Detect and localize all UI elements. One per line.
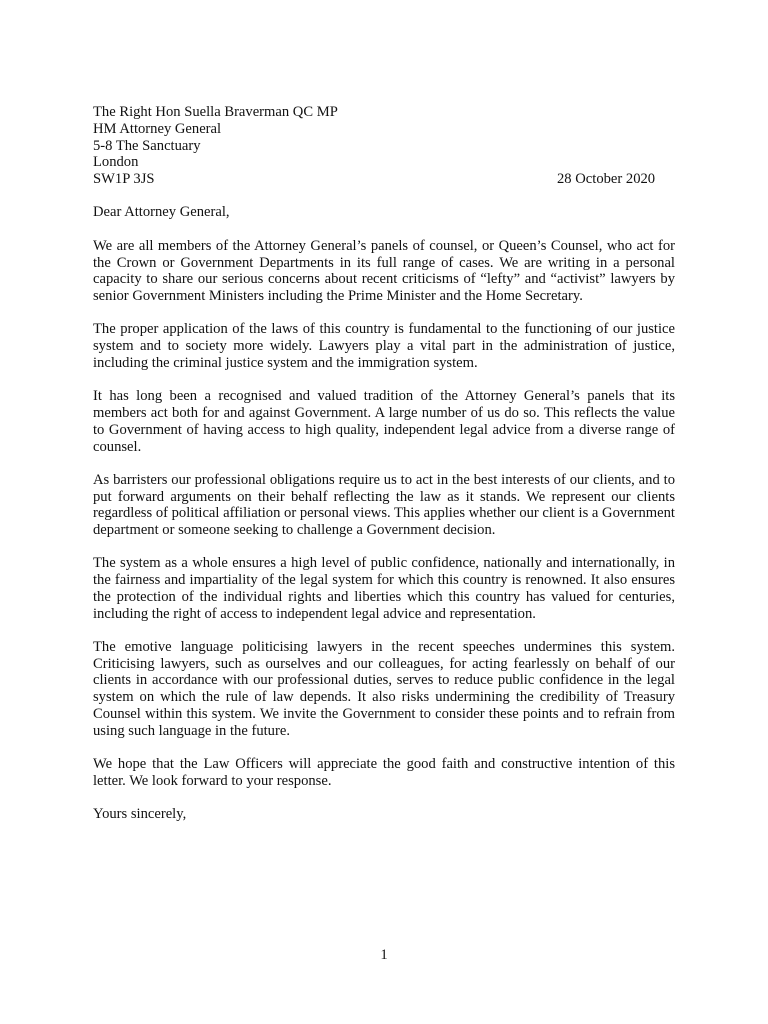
- postcode-date-row: [93, 171, 673, 188]
- paragraph-5: The system as a whole ensures a high level of public confidence, nationally and internationally, in the fairness and impartiality of the legal system for which this country is renowned. It also ensures the protection of the individual rights and liberties which this country has valued for centuries, including the right of access to independent legal advice and representation.: [93, 555, 675, 622]
- recipient-title: HM Attorney General: [93, 120, 222, 137]
- recipient-name: The Right Hon Suella Braverman QC MP: [93, 104, 338, 120]
- salutation: Dear Attorney General,: [93, 204, 230, 220]
- paragraph-4: As barristers our professional obligations require us to act in the best interests of our clients, and to put forward arguments on their behalf reflecting the law as it stands. We represent our clients regardless of political affiliation or personal views. This applies whether our client is a Government department or someone seeking to challenge a Government decision.: [93, 471, 675, 539]
- recipient-city: London: [93, 154, 139, 171]
- paragraph-6: The emotive language politicising lawyers in the recent speeches undermines this system. Criticising lawyers, such as ourselves and our colleagues, for acting fearlessly on behalf of our clients in accordance with our professional duties, serves to reduce public confidence in the legal system on which the rule of law depends. It also risks undermining the credibility of Treasury Counsel within this system. We invite the Government to consider these points and to refrain from using such language in the future.: [93, 638, 675, 739]
- closing: Yours sincerely,: [93, 806, 187, 823]
- recipient-street: 5-8 The Sanctuary: [93, 137, 201, 154]
- letter-date: 28 October 2020: [557, 171, 656, 188]
- paragraph-2: The proper application of the laws of this country is fundamental to the functioning of our justice system and to society more widely. Lawyers play a vital part in the administration of justice, including the criminal justice system and the immigration system.: [93, 321, 675, 371]
- recipient-address: [93, 104, 673, 188]
- page-number: 1: [380, 947, 388, 963]
- letter-body: [93, 204, 675, 823]
- recipient-postcode: SW1P 3JS: [93, 171, 155, 188]
- paragraph-3: It has long been a recognised and valued tradition of the Attorney General’s panels that its members act both for and against Government. A large number of us do so. This reflects the value to Government of having access to high quality, independent legal advice from a diverse range of counsel.: [93, 388, 675, 455]
- paragraph-7: We hope that the Law Officers will appreciate the good faith and constructive intention of this letter. We look forward to your response.: [93, 756, 675, 789]
- paragraph-1: We are all members of the Attorney General’s panels of counsel, or Queen’s Counsel, who act for the Crown or Government Departments in its full range of cases. We are writing in a personal capacity to share our serious concerns about recent criticisms of “lefty” and “activist” lawyers by senior Government Ministers including the Prime Minister and the Home Secretary.: [93, 237, 675, 305]
